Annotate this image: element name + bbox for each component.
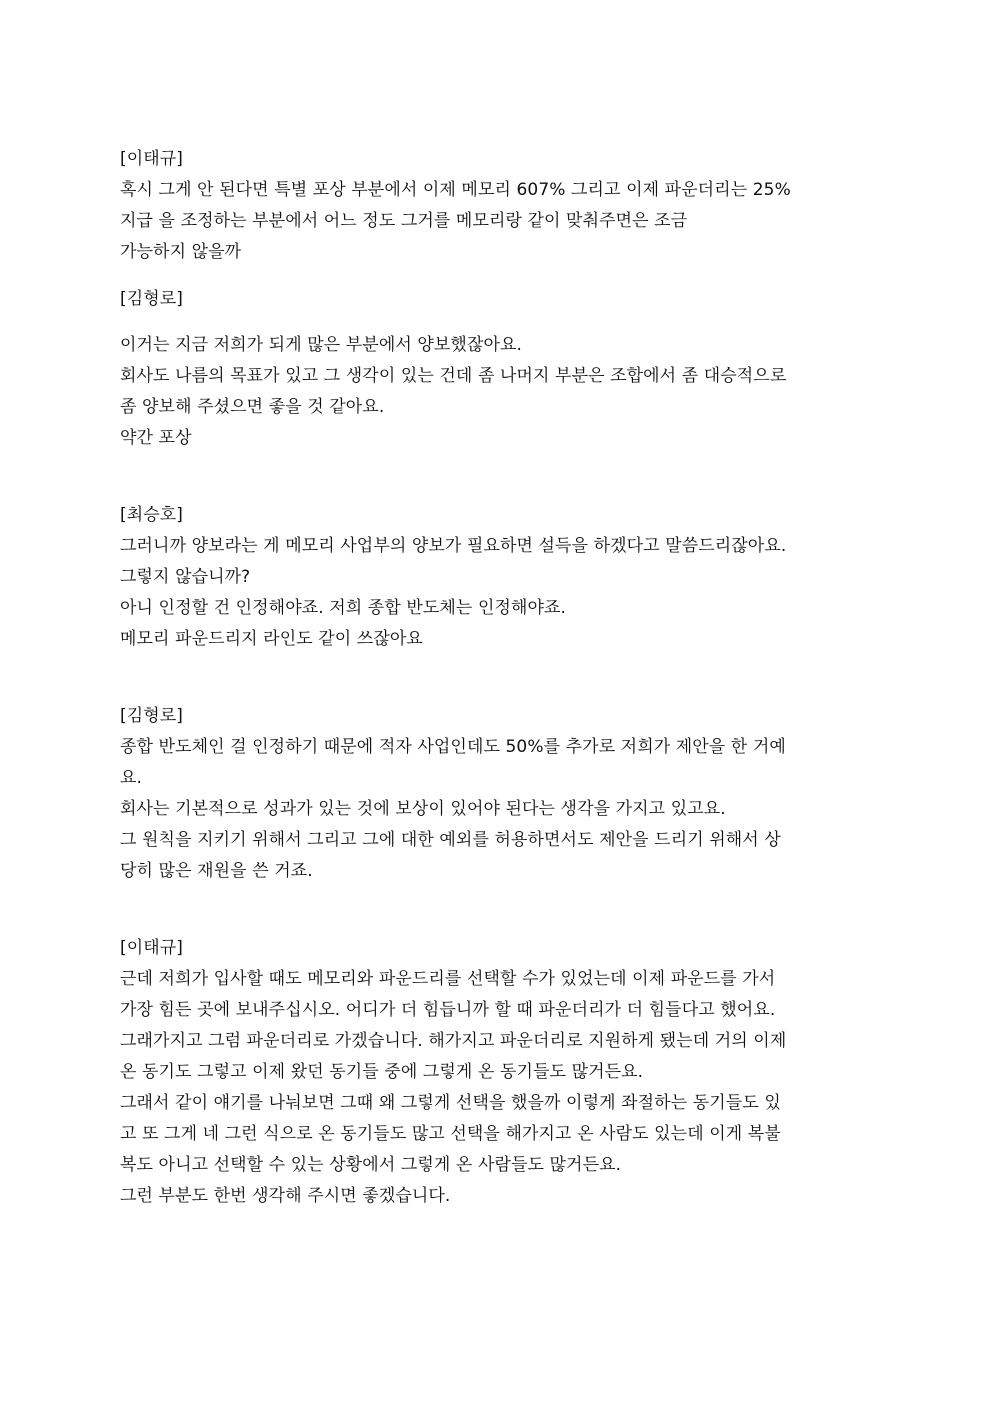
transcript-line: 지급 을 조정하는 부분에서 어느 정도 그거를 메모리랑 같이 맞춰주면은 조금 (120, 211, 688, 231)
transcript-line: 종합 반도체인 걸 인정하기 때문에 적자 사업인데도 50%를 추가로 저희가 제안을 한 거예 (120, 737, 786, 757)
transcript-line: 요. (120, 768, 143, 788)
transcript-line: 그런 부분도 한번 생각해 주시면 좋겠습니다. (120, 1186, 451, 1206)
transcript-line: 가장 힘든 곳에 보내주십시오. 어디가 더 힘듭니까 할 때 파운더리가 더 힘들다고 했어요. (120, 1000, 776, 1020)
speaker-label: [김형로] (120, 289, 184, 309)
transcript-block-1 (120, 144, 880, 268)
transcript-line: 가능하지 않을까 (120, 242, 242, 262)
transcript-line: 그러니까 양보라는 게 메모리 사업부의 양보가 필요하면 설득을 하겠다고 말씀드리잖아요. (120, 536, 787, 556)
spacer (120, 887, 880, 933)
transcript-block-3 (120, 500, 880, 655)
transcript-line: 당히 많은 재원을 쓴 거죠. (120, 861, 313, 881)
transcript-line: 약간 포상 (120, 428, 192, 448)
spacer (120, 655, 880, 701)
spacer (120, 268, 880, 284)
transcript-line: 그래서 같이 얘기를 나눠보면 그때 왜 그렇게 선택을 했을까 이렇게 좌절하는 동기들도 있 (120, 1093, 781, 1113)
transcript-document (120, 144, 880, 1212)
transcript-line: 그 원칙을 지키기 위해서 그리고 그에 대한 예외를 허용하면서도 제안을 드리기 위해서 상 (120, 830, 781, 850)
transcript-line: 회사는 기본적으로 성과가 있는 것에 보상이 있어야 된다는 생각을 가지고 있고요. (120, 799, 726, 819)
transcript-line: 아니 인정할 건 인정해야죠. 저희 종합 반도체는 인정해야죠. (120, 598, 567, 618)
speaker-label: [이태규] (120, 149, 184, 169)
speaker-label: [김형로] (120, 706, 184, 726)
spacer (120, 454, 880, 500)
transcript-block-2 (120, 284, 880, 454)
transcript-line: 이거는 지금 저희가 되게 많은 부분에서 양보했잖아요. (120, 335, 523, 355)
transcript-line: 근데 저희가 입사할 때도 메모리와 파운드리를 선택할 수가 있었는데 이제 파운드를 가서 (120, 969, 776, 989)
speaker-label: [최승호] (120, 505, 184, 525)
transcript-block-5 (120, 933, 880, 1212)
transcript-line: 고 또 그게 네 그런 식으로 온 동기들도 많고 선택을 해가지고 온 사람도 있는데 이게 복불 (120, 1124, 781, 1144)
speaker-label: [이태규] (120, 938, 184, 958)
transcript-line: 좀 양보해 주셨으면 좋을 것 같아요. (120, 397, 385, 417)
transcript-line: 회사도 나름의 목표가 있고 그 생각이 있는 건데 좀 나머지 부분은 조합에서 좀 대승적으로 (120, 366, 787, 386)
transcript-line: 그렇지 않습니까? (120, 567, 251, 587)
transcript-line: 혹시 그게 안 된다면 특별 포상 부분에서 이제 메모리 607% 그리고 이제 파운더리는 25% (120, 180, 791, 200)
transcript-line: 그래가지고 그럼 파운더리로 가겠습니다. 해가지고 파운더리로 지원하게 됐는데 거의 이제 (120, 1031, 787, 1051)
spacer (120, 315, 880, 330)
transcript-block-4 (120, 701, 880, 887)
transcript-line: 메모리 파운드리지 라인도 같이 쓰잖아요 (120, 629, 423, 649)
transcript-line: 복도 아니고 선택할 수 있는 상황에서 그렇게 온 사람들도 많거든요. (120, 1155, 622, 1175)
transcript-line: 온 동기도 그렇고 이제 왔던 동기들 중에 그렇게 온 동기들도 많거든요. (120, 1062, 644, 1082)
